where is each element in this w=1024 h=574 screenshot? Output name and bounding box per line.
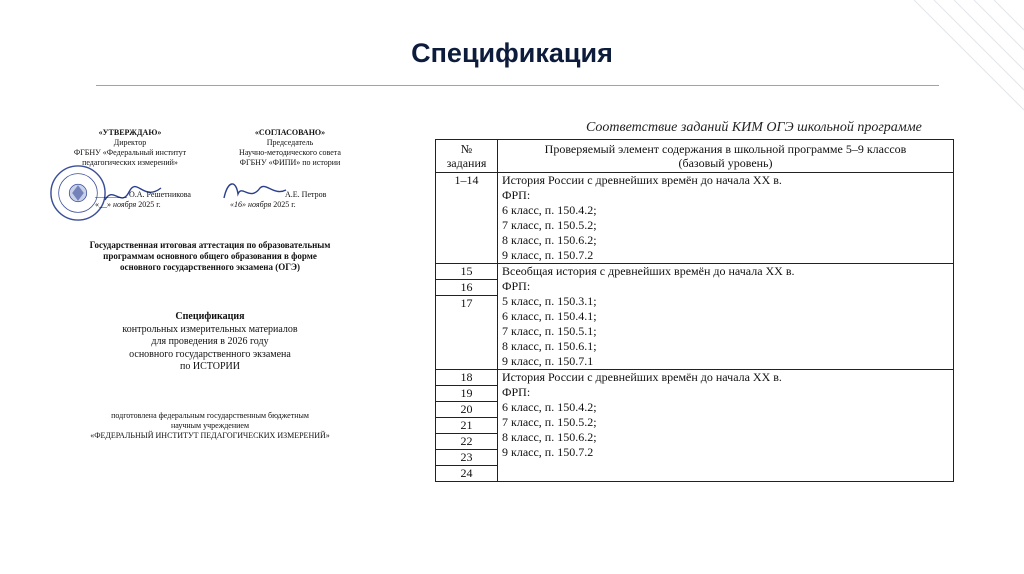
agree-org-line2: ФГБНУ «ФИПИ» по истории [239,158,341,167]
content-line: Всеобщая история с древнейших времён до начала XX в. [502,264,795,278]
content-cell [498,173,954,264]
approve-org-line2: педагогических измерений» [82,158,178,167]
content-line: 6 класс, п. 150.4.1; [502,309,597,323]
spec-line: по ИСТОРИИ [180,361,240,372]
table-row [436,370,954,386]
header-num-line: № [460,142,473,156]
title-divider [96,85,939,86]
agree-block [215,128,365,168]
approve-date-month: ноября [113,200,137,209]
task-number: 17 [436,296,498,370]
content-line: 7 класс, п. 150.5.2; [502,218,597,232]
agree-heading: «СОГЛАСОВАНО» [254,128,326,137]
table-row [436,173,954,264]
approve-date-year: 2025 г. [138,200,161,209]
prepared-line: подготовлена федеральным государственным бюджетным [111,411,309,420]
table-header-row [436,140,954,173]
approve-block [55,128,205,168]
task-number: 23 [436,450,498,466]
agree-date [230,200,296,209]
agree-name: А.Е. Петров [285,190,327,199]
content-line: ФРП: [502,279,531,293]
agree-date-year: 2025 г. [273,200,296,209]
header-content [498,140,954,173]
agree-role: Председатель [266,138,314,147]
content-line: 9 класс, п. 150.7.1 [502,354,594,368]
task-number: 24 [436,466,498,482]
approve-role: Директор [113,138,147,147]
spec-line: для проведения в 2026 году [151,336,269,347]
agree-org-line1: Научно-методического совета [239,148,341,157]
content-line: ФРП: [502,188,531,202]
gia-line: основного государственного экзамена (ОГЭ) [119,262,301,272]
agree-date-month: ноября [248,200,272,209]
gia-line: Государственная итоговая аттестация по образовательным [89,240,331,250]
content-line: 8 класс, п. 150.6.1; [502,339,597,353]
header-content-line: Проверяемый элемент содержания в школьной программе 5–9 классов [544,142,907,156]
header-task-number [436,140,498,173]
content-line: 8 класс, п. 150.6.2; [502,233,597,247]
approve-org-line1: ФГБНУ «Федеральный институт [73,148,187,157]
gia-line: программам основного общего образования в форме [103,251,317,261]
spec-line: основного государственного экзамена [129,348,291,360]
content-line: 7 класс, п. 150.5.2; [502,415,597,429]
prepared-line: научным учреждением [170,421,250,430]
task-number: 20 [436,402,498,418]
approve-heading: «УТВЕРЖДАЮ» [98,128,162,137]
slide-title: Спецификация [411,38,613,68]
spec-line: контрольных измерительных материалов [122,323,298,335]
content-line: 8 класс, п. 150.6.2; [502,430,597,444]
document-cover-page [55,128,365,458]
prepared-line: «ФЕДЕРАЛЬНЫЙ ИНСТИТУТ ПЕДАГОГИЧЕСКИХ ИЗМЕРЕНИЙ» [90,431,330,440]
task-number: 16 [436,280,498,296]
content-line: История России с древнейших времён до начала XX в. [502,370,782,384]
task-number: 21 [436,418,498,434]
content-line: 5 класс, п. 150.3.1; [502,294,597,308]
task-number: 18 [436,370,498,386]
content-line: 7 класс, п. 150.5.1; [502,324,597,338]
table-row [436,264,954,280]
approve-name: О.А. Решетникова [129,190,191,199]
gia-heading [55,240,365,273]
content-line: 6 класс, п. 150.4.2; [502,203,597,217]
agree-date-day: «16» [230,200,246,209]
approve-signature-line: ________ О.А. Решетникова [95,190,191,199]
task-number: 15 [436,264,498,280]
task-number: 1–14 [436,173,498,264]
agree-signature-line [285,190,326,199]
approve-date: «__» ноября 2025 г. [95,200,161,209]
correspondence-table [435,139,954,482]
content-line: 9 класс, п. 150.7.2 [502,445,594,459]
task-number: 22 [436,434,498,450]
prepared-by [55,411,365,441]
content-cell [498,370,954,482]
content-line: 9 класс, п. 150.7.2 [502,248,594,262]
header-content-line: (базовый уровень) [678,156,773,170]
content-line: История России с древнейших времён до начала XX в. [502,173,782,187]
header-num-line: задания [446,156,487,170]
spec-heading [85,311,335,374]
task-number: 19 [436,386,498,402]
content-line: 6 класс, п. 150.4.2; [502,400,597,414]
spec-title: Спецификация [175,311,245,322]
content-line: ФРП: [502,385,531,399]
content-cell [498,264,954,370]
table-caption: Соответствие заданий КИМ ОГЭ школьной программе [586,120,922,135]
